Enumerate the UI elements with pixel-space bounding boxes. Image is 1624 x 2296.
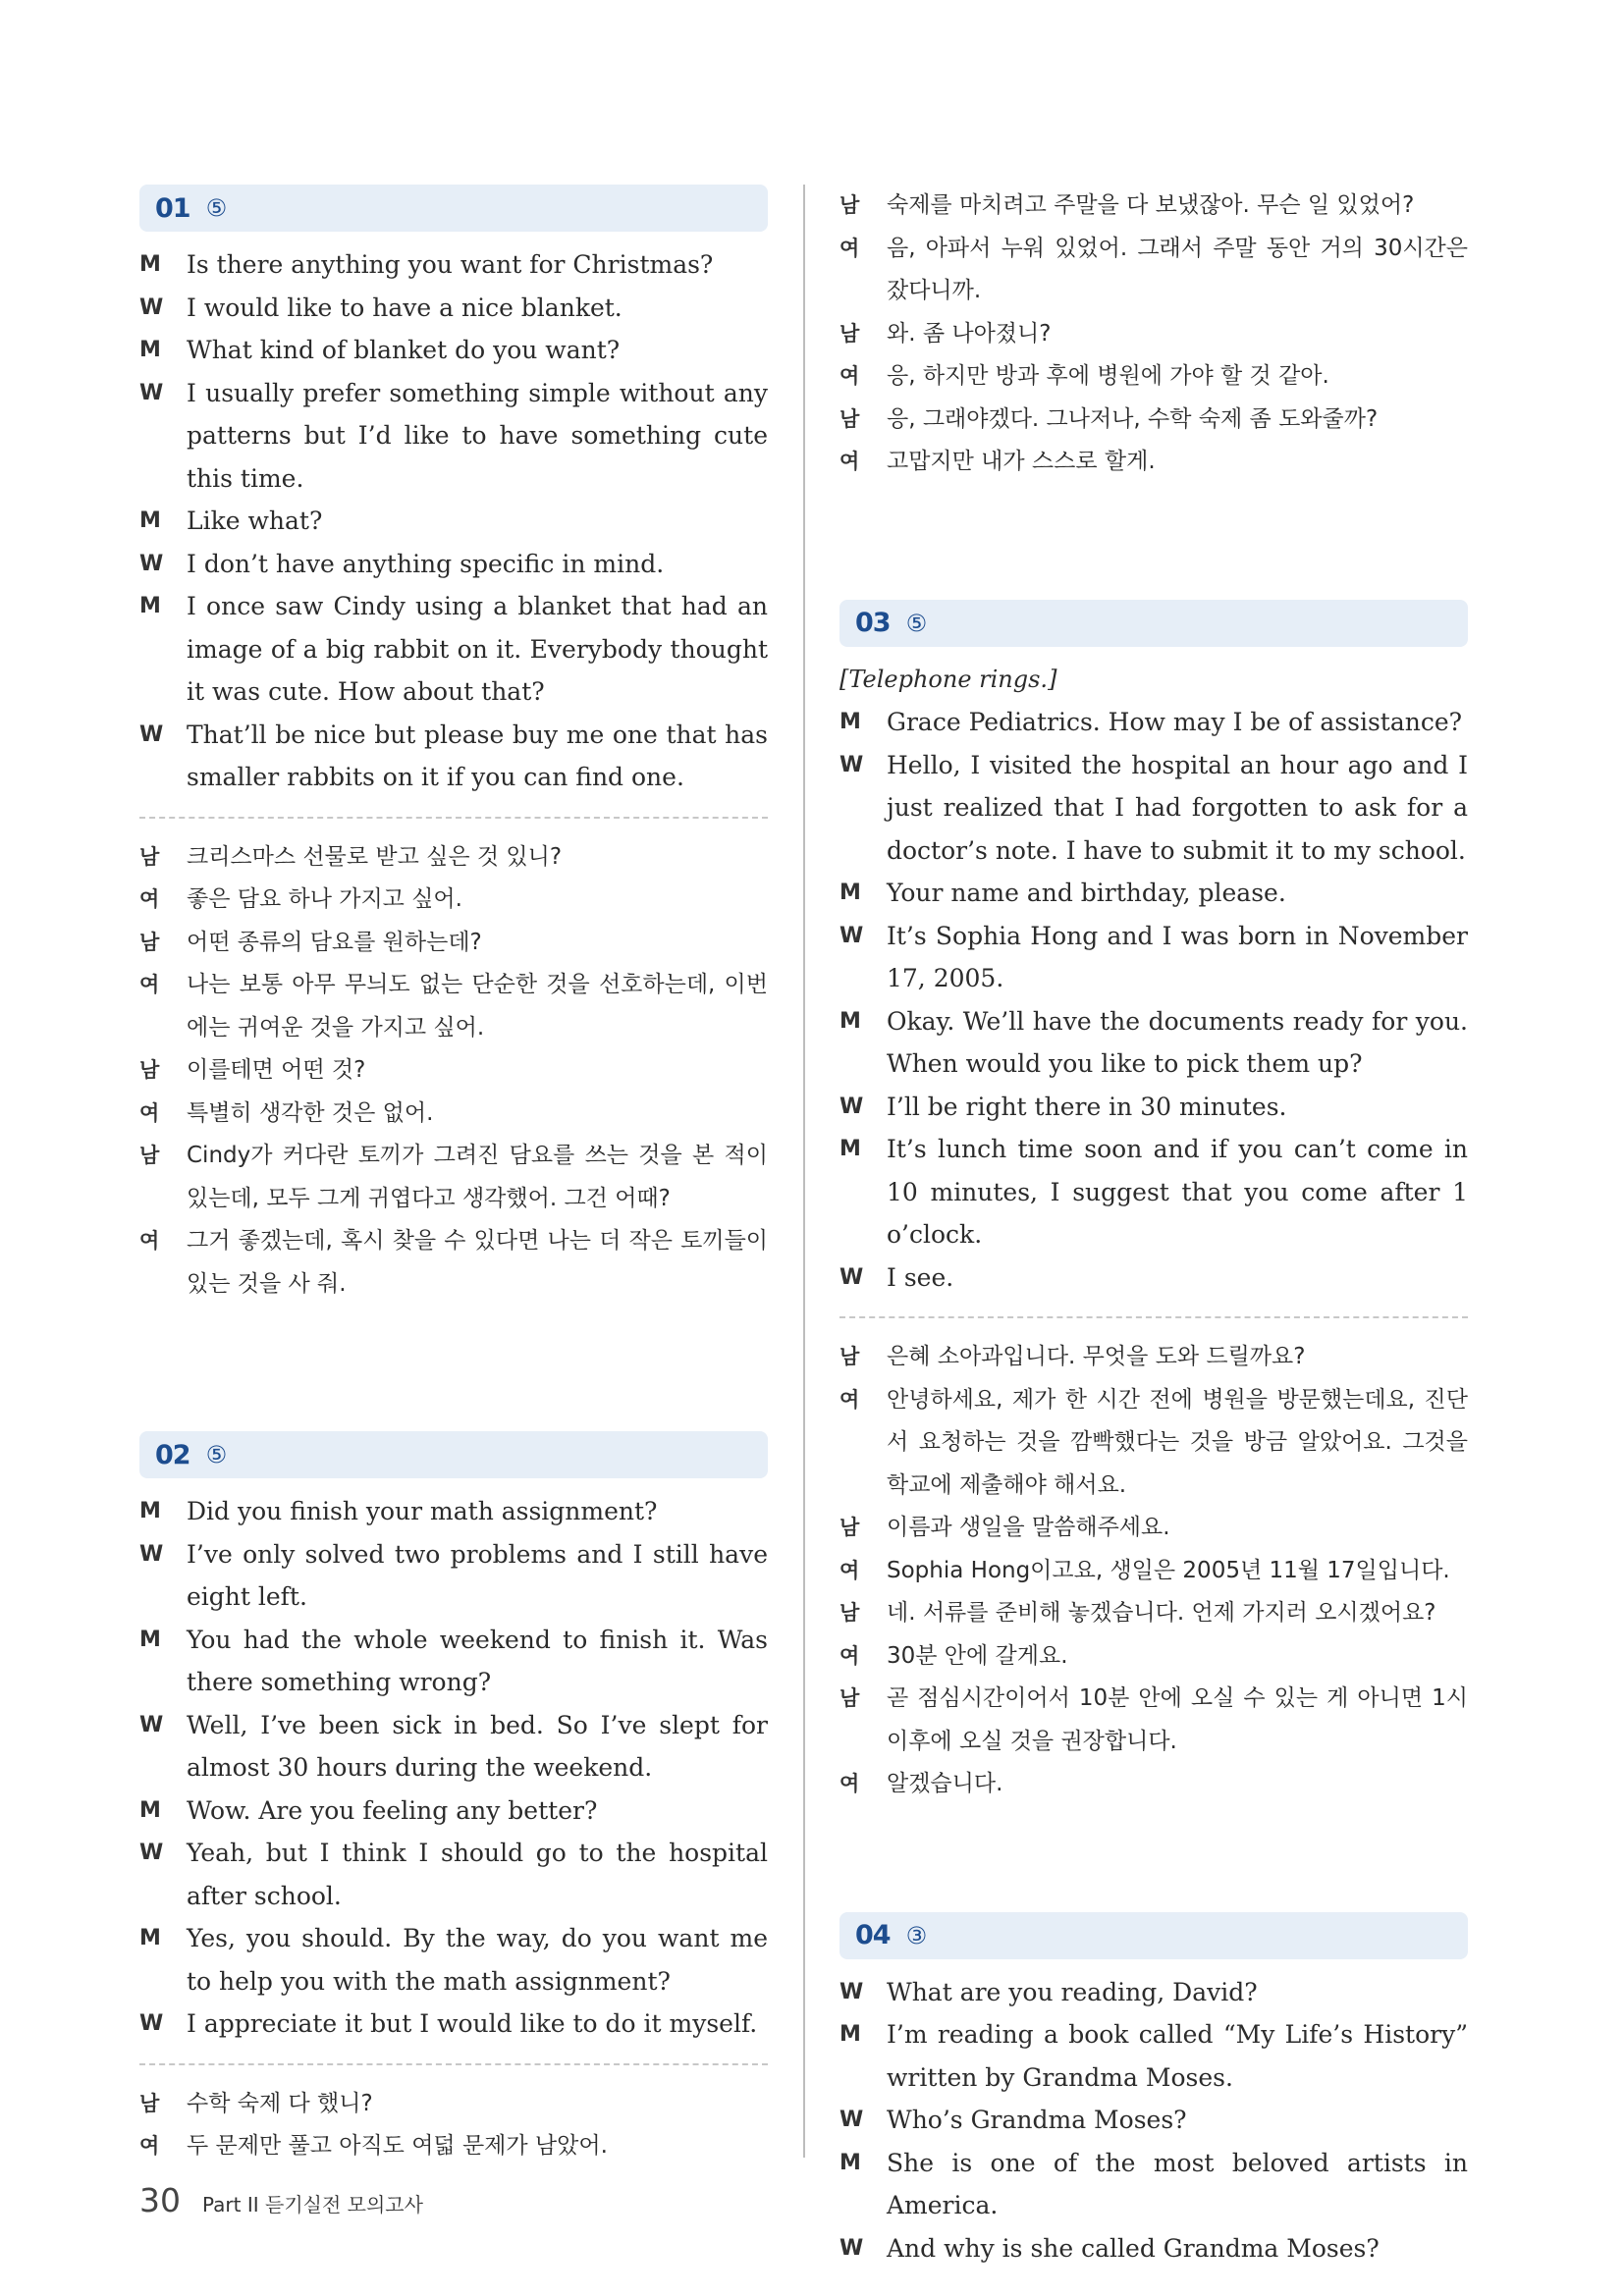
dialog-line (839, 2227, 1468, 2270)
dialog-line (139, 1220, 768, 1306)
speaker-label: 남 (839, 1686, 860, 1710)
dialog-line (839, 701, 1468, 744)
page-number: 30 (139, 2181, 181, 2219)
dialog-en-02 (139, 1490, 768, 2046)
dialog-text: 특별히 생각한 것은 없어. (187, 1099, 434, 1126)
speaker-label: 남 (139, 930, 160, 954)
dialog-text: 숙제를 마치려고 주말을 다 보냈잖아. 무슨 일 있었어? (887, 192, 1415, 218)
dialog-text: 두 문제만 풀고 아직도 여덟 문제가 남았어. (187, 2133, 608, 2159)
speaker-label: W (139, 2011, 164, 2036)
speaker-label: W (139, 294, 164, 320)
dialog-ko-03 (839, 1336, 1468, 1806)
speaker-label: 남 (139, 844, 160, 869)
dialog-line (839, 1763, 1468, 1806)
speaker-label: 여 (139, 887, 160, 911)
speaker-label: 남 (839, 321, 860, 346)
dialog-text: Yeah, but I think I should go to the hospital after school. (187, 1839, 768, 1910)
dialog-line (839, 1635, 1468, 1679)
dialog-line (839, 1678, 1468, 1763)
right-column (839, 185, 1468, 2269)
dialog-text: I usually prefer something simple without any patterns but I’d like to have something cute this time. (187, 378, 768, 493)
question-header-01 (139, 185, 768, 232)
dialog-line (139, 500, 768, 543)
dialog-line (839, 1000, 1468, 1086)
dialog-text: That’ll be nice but please buy me one that has smaller rabbits on it if you can find one. (187, 720, 768, 791)
dialog-line (139, 1832, 768, 1917)
dialog-line (839, 915, 1468, 1000)
dialog-text: 안녕하세요, 제가 한 시간 전에 병원을 방문했는데요, 진단서 요청하는 것을 깜빡했다는 것을 방금 알았어요. 그것을 학교에 제출해야 해서요. (887, 1386, 1468, 1498)
dialog-line (139, 243, 768, 287)
speaker-label: W (139, 721, 164, 747)
dialog-line (139, 879, 768, 922)
dialog-line (139, 922, 768, 965)
dashed-divider (139, 817, 768, 819)
page-footer (139, 2181, 423, 2219)
dialog-text: She is one of the most beloved artists in America. (887, 2148, 1468, 2219)
dialog-en-01 (139, 243, 768, 799)
dialog-line (139, 1704, 768, 1789)
dialog-line (839, 313, 1468, 356)
dialog-line (839, 1507, 1468, 1550)
dialog-ko-01 (139, 836, 768, 1307)
dialog-text: 나는 보통 아무 무늬도 없는 단순한 것을 선호하는데, 이번에는 귀여운 것을 가지고 싶어. (187, 972, 768, 1041)
dialog-line (839, 355, 1468, 399)
dialog-line (139, 1490, 768, 1533)
dialog-line (139, 1135, 768, 1220)
dialog-line (139, 2125, 768, 2168)
dialog-text: 은혜 소아과입니다. 무엇을 도와 드릴까요? (887, 1344, 1306, 1369)
dashed-divider (139, 2063, 768, 2065)
speaker-label: M (139, 252, 161, 277)
dialog-text: Who’s Grandma Moses? (887, 2106, 1187, 2134)
dialog-en-03 (839, 701, 1468, 1299)
speaker-label: W (839, 2108, 864, 2132)
speaker-label: M (839, 1137, 861, 1161)
speaker-label: 여 (139, 2134, 160, 2158)
dialog-line (839, 1256, 1468, 1300)
speaker-label: 남 (839, 1516, 860, 1539)
dialog-text: 응, 그래야겠다. 그나저나, 수학 숙제 좀 도와줄까? (887, 405, 1379, 432)
dialog-text: 이를테면 어떤 것? (187, 1057, 366, 1083)
speaker-label: M (139, 1797, 161, 1823)
speaker-label: M (839, 1008, 861, 1034)
dialog-text: 알겠습니다. (887, 1771, 1003, 1796)
dialog-text: 좋은 담요 하나 가지고 싶어. (187, 886, 462, 912)
speaker-label: 여 (839, 1643, 860, 1668)
dialog-text: I would like to have a nice blanket. (187, 293, 623, 322)
dialog-text: 그거 좋겠는데, 혹시 찾을 수 있다면 나는 더 작은 토끼들이 있는 것을 사 줘. (187, 1228, 768, 1297)
dialog-text: What kind of blanket do you want? (187, 336, 621, 364)
speaker-label: M (139, 594, 161, 618)
speaker-label: W (139, 1841, 164, 1865)
speaker-label: 여 (839, 1387, 860, 1412)
dialog-line (839, 872, 1468, 915)
speaker-label: M (139, 1627, 161, 1652)
dialog-text: It’s lunch time soon and if you can’t come in 10 minutes, I suggest that you come after 1 o’clock. (887, 1135, 1468, 1249)
dialog-line (139, 372, 768, 501)
speaker-label: 남 (839, 193, 860, 217)
speaker-label: 여 (839, 450, 860, 473)
dialog-text: Cindy가 커다란 토끼가 그려진 담요를 쓰는 것을 본 적이 있는데, 모두 그게 귀엽다고 생각했어. 그건 어때? (187, 1143, 768, 1211)
speaker-label: M (139, 1499, 161, 1523)
speaker-label: 여 (139, 1229, 160, 1253)
speaker-label: W (139, 1712, 164, 1737)
dialog-text: And why is she called Grandma Moses? (887, 2233, 1380, 2263)
dialog-text: 어떤 종류의 담요를 원하는데? (187, 929, 482, 955)
dialog-ko-02-right (839, 185, 1468, 484)
speaker-label: 남 (139, 2091, 160, 2115)
dialog-line (139, 543, 768, 586)
dialog-text: I’ll be right there in 30 minutes. (887, 1092, 1287, 1121)
dialog-line (139, 964, 768, 1049)
answer-mark: ③ (905, 1921, 928, 1949)
question-header-02 (139, 1431, 768, 1478)
speaker-label: M (839, 2150, 861, 2175)
dialog-text: You had the whole weekend to finish it. Was there something wrong? (187, 1625, 768, 1696)
dialog-line (839, 2013, 1468, 2099)
dialog-text: 이름과 생일을 말씀해주세요. (887, 1515, 1170, 1540)
dialog-line (139, 2002, 768, 2046)
dialog-line (839, 1128, 1468, 1256)
dialog-text: Okay. We’ll have the documents ready for you. When would you like to pick them up? (887, 1006, 1468, 1078)
speaker-label: M (839, 2022, 861, 2047)
question-number: 01 (155, 192, 190, 224)
dialog-line (139, 1789, 768, 1833)
dialog-line (139, 329, 768, 372)
dialog-text: What are you reading, David? (887, 1977, 1258, 2006)
dashed-divider (839, 1316, 1468, 1318)
speaker-label: M (839, 881, 861, 905)
speaker-label: 여 (839, 1558, 860, 1582)
dialog-text: 크리스마스 선물로 받고 싶은 것 있니? (187, 843, 563, 870)
question-number: 04 (855, 1920, 891, 1950)
dialog-line (139, 287, 768, 330)
speaker-label: 남 (139, 1058, 160, 1082)
dialog-text: I once saw Cindy using a blanket that had an image of a big rabbit on it. Everybody thought it was cute. How about that? (187, 592, 768, 706)
speaker-label: W (839, 752, 864, 777)
dialog-text: Did you finish your math assignment? (187, 1497, 658, 1525)
dialog-line (839, 185, 1468, 228)
dialog-line (839, 1550, 1468, 1593)
speaker-label: M (839, 710, 861, 734)
speaker-label: W (839, 1264, 864, 1290)
dialog-text: 30분 안에 갈게요. (887, 1642, 1068, 1669)
speaker-label: M (139, 338, 161, 362)
dialog-line (839, 2099, 1468, 2142)
dialog-text: 음, 아파서 누워 있었어. 그래서 주말 동안 거의 30시간은 잤다니까. (887, 235, 1468, 303)
speaker-label: W (139, 551, 164, 576)
dialog-en-04 (839, 1971, 1468, 2270)
dialog-line (839, 399, 1468, 442)
dialog-line (839, 441, 1468, 484)
question-header-04 (839, 1912, 1468, 1959)
dialog-line (139, 1049, 768, 1093)
answer-mark: ⑤ (905, 609, 928, 637)
speaker-label: 여 (139, 973, 160, 996)
speaker-label: W (839, 2235, 864, 2261)
speaker-label: M (139, 508, 161, 533)
dialog-text: Sophia Hong이고요, 생일은 2005년 11월 17일입니다. (887, 1557, 1450, 1583)
column-divider (803, 185, 805, 2158)
dialog-line (839, 1592, 1468, 1635)
dialog-text: Is there anything you want for Christmas? (187, 250, 714, 279)
dialog-text: I see. (887, 1262, 954, 1292)
dialog-line (139, 585, 768, 714)
stage-direction: [Telephone rings.] (839, 665, 1057, 693)
dialog-line (839, 228, 1468, 313)
dialog-line (839, 1971, 1468, 2014)
speaker-label: W (139, 1541, 164, 1567)
answer-mark: ⑤ (205, 1441, 228, 1468)
dialog-ko-02-left (139, 2083, 768, 2168)
answer-mark: ⑤ (205, 194, 228, 222)
dialog-line (139, 2083, 768, 2126)
speaker-label: 남 (839, 1601, 860, 1625)
dialog-line (139, 1093, 768, 1136)
dialog-line (839, 1336, 1468, 1379)
dialog-text: 수학 숙제 다 했니? (187, 2090, 373, 2116)
speaker-label: W (839, 1979, 864, 2004)
part-label: Part II 듣기실전 모의고사 (202, 2193, 423, 2216)
dialog-text: Your name and birthday, please. (887, 879, 1286, 907)
question-header-03 (839, 600, 1468, 647)
speaker-label: W (839, 923, 864, 948)
dialog-text: I’ve only solved two problems and I still have eight left. (187, 1539, 768, 1611)
dialog-text: 와. 좀 나아졌니? (887, 320, 1052, 347)
dialog-text: Grace Pediatrics. How may I be of assistance? (887, 708, 1463, 736)
dialog-line (839, 1086, 1468, 1129)
question-number: 02 (155, 1439, 190, 1470)
speaker-label: M (139, 1926, 161, 1950)
dialog-text: Hello, I visited the hospital an hour ago and I just realized that I had forgotten to ask for a doctor’s note. I have to submit it to my school. (887, 750, 1468, 865)
question-number: 03 (855, 608, 891, 638)
dialog-text: 고맙지만 내가 스스로 할게. (887, 449, 1156, 474)
dialog-text: I don’t have anything specific in mind. (187, 549, 665, 578)
speaker-label: 여 (839, 236, 860, 260)
dialog-text: Like what? (187, 507, 323, 535)
dialog-line (139, 1917, 768, 2002)
dialog-line (139, 836, 768, 880)
dialog-line (139, 1619, 768, 1704)
dialog-text: Well, I’ve been sick in bed. So I’ve slept for almost 30 hours during the weekend. (187, 1710, 768, 1782)
speaker-label: W (139, 380, 164, 405)
dialog-text: I’m reading a book called “My Life’s History” written by Grandma Moses. (887, 2020, 1468, 2092)
dialog-text: I appreciate it but I would like to do it myself. (187, 2009, 758, 2038)
left-column (139, 185, 768, 2168)
dialog-text: It’s Sophia Hong and I was born in November 17, 2005. (887, 921, 1468, 992)
speaker-label: 남 (839, 1345, 860, 1368)
dialog-text: 응, 하지만 방과 후에 병원에 가야 할 것 같아. (887, 363, 1329, 389)
dialog-line (839, 2142, 1468, 2227)
speaker-label: W (839, 1094, 864, 1119)
speaker-label: 남 (139, 1144, 160, 1167)
speaker-label: 여 (139, 1100, 160, 1125)
dialog-line (139, 1533, 768, 1619)
dialog-text: 네. 서류를 준비해 놓겠습니다. 언제 가지러 오시겠어요? (887, 1600, 1436, 1626)
dialog-line (839, 1379, 1468, 1508)
dialog-text: Yes, you should. By the way, do you want me to help you with the math assignment? (187, 1924, 768, 1996)
dialog-line (839, 744, 1468, 873)
dialog-line (139, 714, 768, 799)
speaker-label: 여 (839, 364, 860, 388)
dialog-text: Wow. Are you feeling any better? (187, 1795, 598, 1825)
speaker-label: 남 (839, 406, 860, 431)
speaker-label: 여 (839, 1772, 860, 1795)
dialog-text: 곧 점심시간이어서 10분 안에 오실 수 있는 게 아니면 1시 이후에 오실 것을 권장합니다. (887, 1685, 1468, 1754)
